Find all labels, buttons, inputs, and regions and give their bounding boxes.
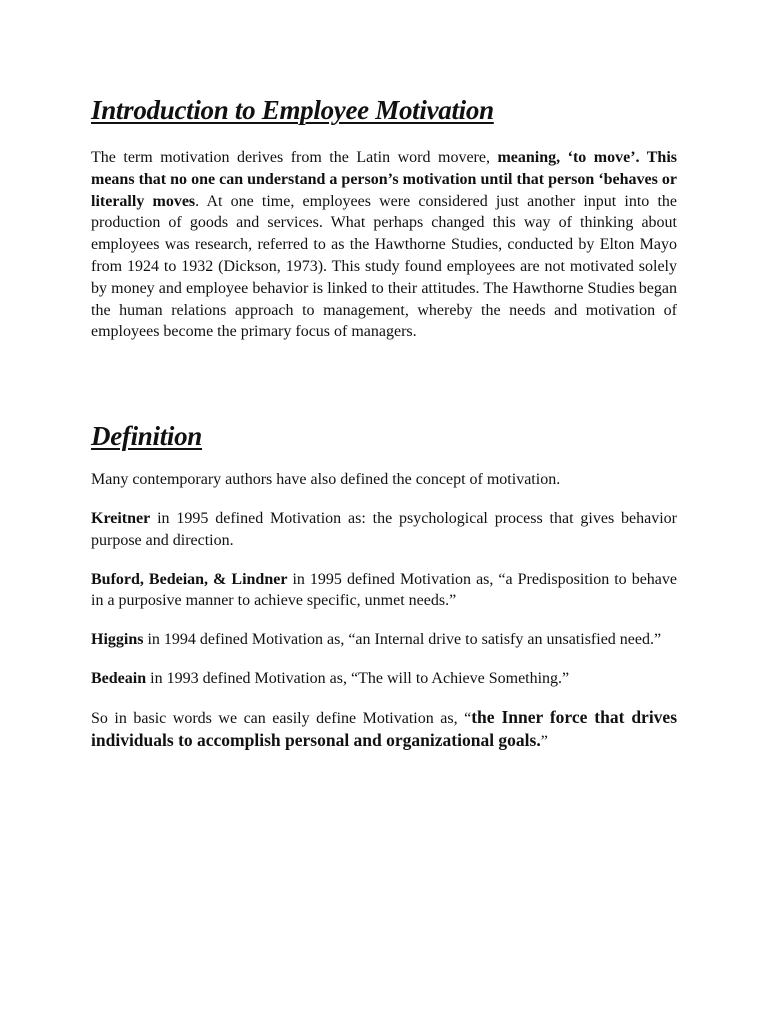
summary-paragraph: [91, 707, 677, 753]
buford-paragraph: [91, 569, 677, 613]
summary-text-2: we can easily define Motivation as, “: [218, 709, 472, 727]
document-page: [91, 92, 677, 752]
buford-name: Buford, Bedeian, & Lindner: [91, 570, 288, 588]
higgins-text: in 1994 defined Motivation as, “an Internal drive to satisfy an unsatisfied need.”: [143, 631, 662, 649]
heading-definition: Definition: [91, 421, 203, 452]
higgins-name: Higgins: [91, 631, 144, 649]
intro-text-1: The term motivation derives from the Latin word movere,: [91, 149, 498, 166]
definition-intro-paragraph: Many contemporary authors have also defined the concept of motivation.: [91, 471, 561, 489]
kreitner-text: in 1995 defined Motivation as: the psychological process that gives behavior purpose and direction.: [91, 509, 677, 549]
summary-bold-text: the Inner force that drives individuals to accomplish personal and organizational goals.: [91, 706, 678, 750]
kreitner-paragraph: [91, 508, 677, 552]
intro-paragraph: [91, 147, 677, 343]
bedeain-name: Bedeain: [91, 669, 147, 687]
heading-introduction: Introduction to Employee Motivation: [91, 95, 494, 125]
buford-text-1: in 1995 defined Motivation as, “a: [287, 570, 518, 588]
higgins-paragraph: [91, 629, 677, 651]
bedeain-text: in 1993 defined Motivation as, “The will to Achieve Something.”: [146, 669, 570, 687]
intro-bold-text: meaning, ‘to move’. This means that no one can understand a person’s motivation until that person ‘behaves or literally moves: [91, 149, 677, 210]
summary-text-3: ”: [540, 732, 548, 750]
buford-text-2: Predisposition to behave in a purposive manner to achieve specific, unmet needs.”: [91, 570, 678, 610]
intro-text-2: . At one time, employees were considered just another input into the production of goods and services. What perhaps changed this way of thinking about employees was research, referred to as the Hawthorne Studies, conducted by Elton Mayo from 1924 to 1932 (Dickson, 1973). This study found employees are not motivated solely by money and employee behavior is linked to their attitudes. The Hawthorne Studies began the human relations approach to management, whereby the needs and motivation of employees become the primary focus of managers.: [91, 192, 678, 341]
summary-text-1: So in basic words: [91, 709, 219, 727]
bedeain-paragraph: [91, 668, 677, 690]
kreitner-name: Kreitner: [91, 509, 151, 527]
